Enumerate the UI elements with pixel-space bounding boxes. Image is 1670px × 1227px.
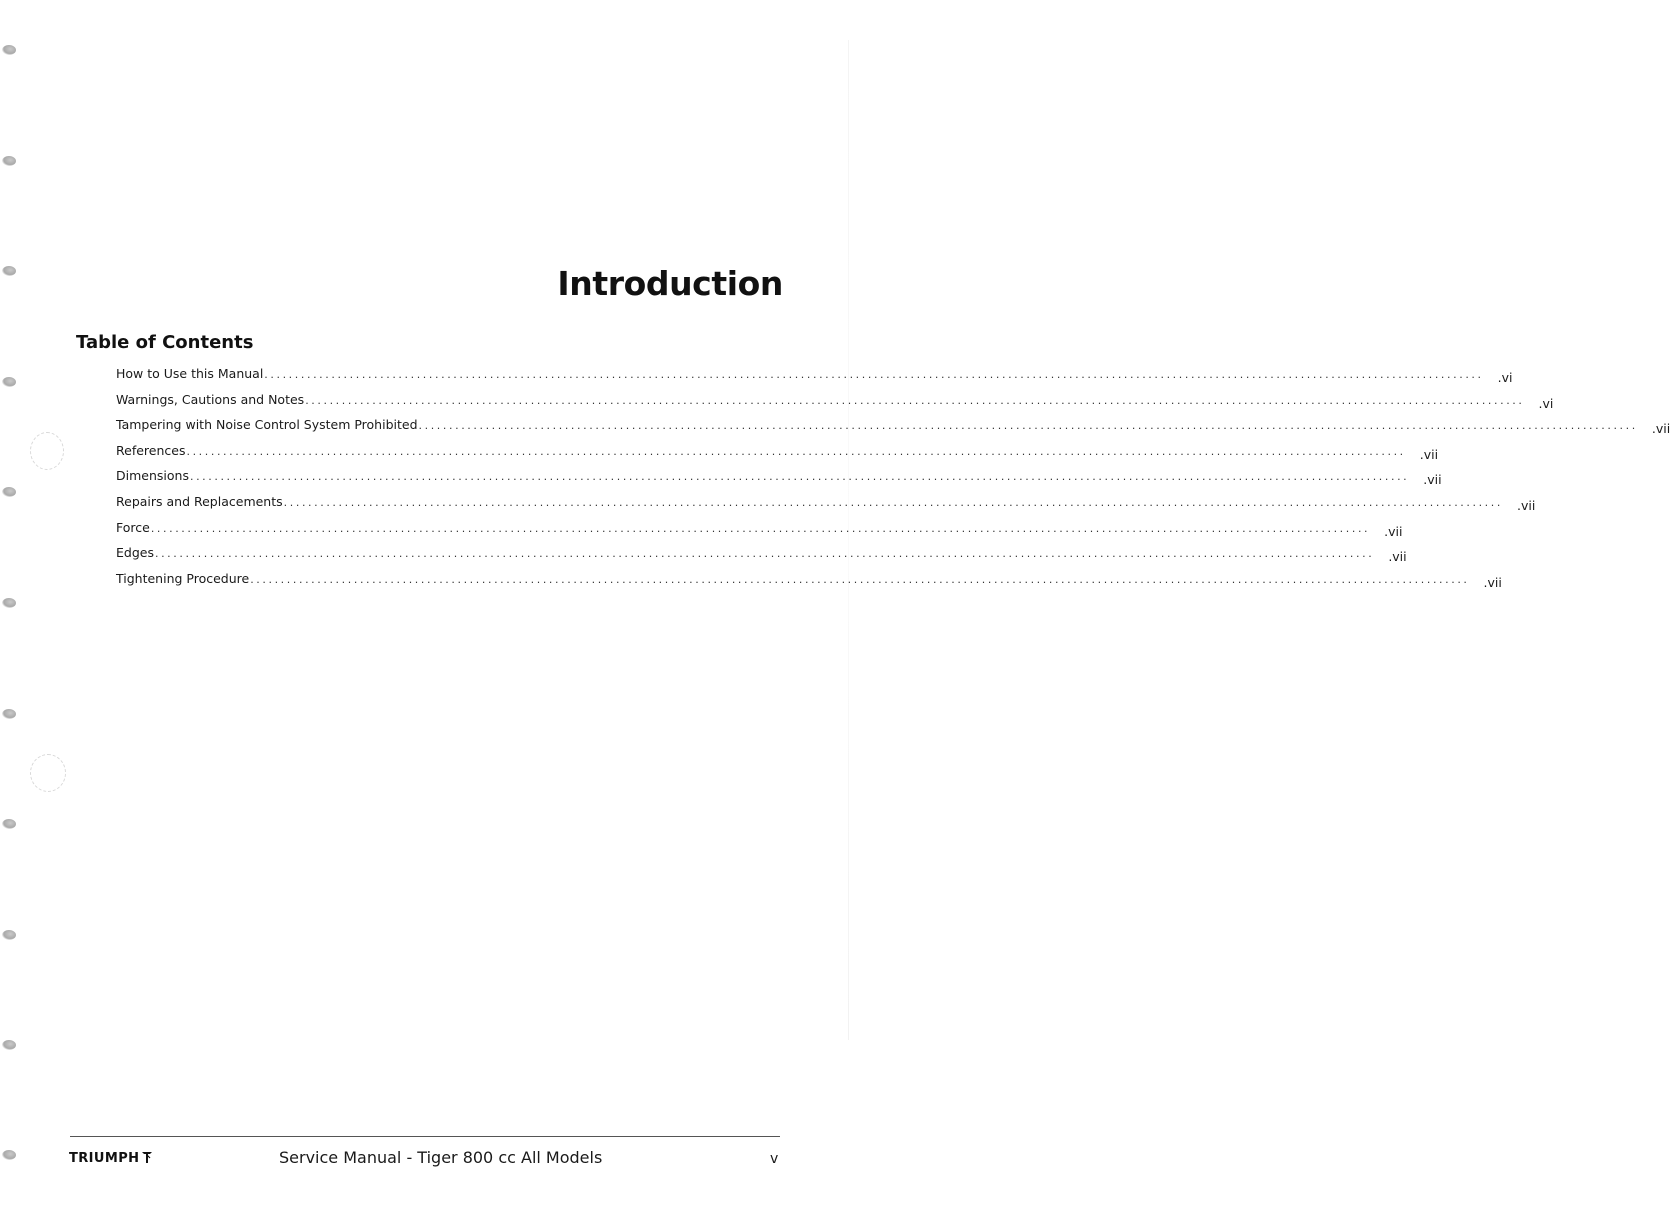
toc-entry-label: References (116, 442, 186, 458)
punch-hole (2, 45, 16, 55)
toc-entry-page: .vii (1651, 421, 1670, 437)
toc-entry[interactable] (116, 442, 1439, 469)
toc-dot-leader: ........................................................................................................................................................................................................ (154, 547, 1375, 561)
brand-wordmark: TRIUMPH (69, 1151, 140, 1166)
punch-hole (2, 819, 16, 829)
scan-edge (848, 40, 849, 1040)
toc-entry-page: .vii (1384, 523, 1403, 539)
toc-entry-label: Warnings, Cautions and Notes (116, 391, 305, 407)
toc-entry-label: Dimensions (116, 468, 189, 484)
toc-entry[interactable] (116, 519, 1403, 546)
toc-entry[interactable] (116, 366, 1513, 392)
punch-hole (2, 1040, 16, 1050)
scan-smudge (30, 754, 66, 792)
punch-hole (2, 377, 16, 387)
toc-dot-leader: ........................................................................................................................................................................................................ (150, 521, 1371, 535)
page-title: Introduction (557, 264, 783, 303)
punch-hole (2, 930, 16, 940)
toc-entry[interactable] (116, 468, 1442, 494)
triumph-logo (69, 1151, 153, 1166)
toc-dot-leader: ........................................................................................................................................................................................................ (283, 495, 1503, 509)
toc-entry-label: Force (116, 519, 150, 535)
toc-entry-label: Edges (116, 545, 154, 561)
toc-entry[interactable] (116, 545, 1407, 571)
punch-hole (2, 487, 16, 497)
footer-manual-title: Service Manual - Tiger 800 cc All Models (279, 1148, 603, 1167)
punch-hole (2, 709, 16, 719)
toc-entry[interactable] (116, 493, 1536, 520)
toc-dot-leader: ........................................................................................................................................................................................................ (305, 393, 1525, 407)
punch-hole (2, 1150, 16, 1160)
toc-entry-page: .vi (1538, 395, 1554, 411)
toc-heading: Table of Contents (76, 332, 254, 353)
toc-entry-page: .vii (1388, 549, 1407, 565)
toc-entry-page: .vii (1419, 446, 1439, 462)
footer-rule (70, 1136, 780, 1137)
toc-dot-leader: ........................................................................................................................................................................................................ (250, 572, 1470, 586)
footer-page-number: v (770, 1151, 779, 1167)
punch-hole (2, 266, 16, 276)
toc-entry[interactable] (116, 417, 1670, 443)
toc-dot-leader: ........................................................................................................................................................................................................ (418, 419, 1638, 433)
toc-entry-page: .vii (1483, 574, 1502, 590)
toc-dot-leader: ........................................................................................................................................................................................................ (186, 444, 1406, 458)
toc-entry-label: Tightening Procedure (116, 570, 250, 586)
toc-entry-label: Repairs and Replacements (116, 493, 283, 509)
table-of-contents (116, 366, 1670, 596)
toc-entry-page: .vii (1516, 497, 1536, 513)
toc-entry-label: How to Use this Manual (116, 366, 264, 381)
scan-smudge (30, 432, 64, 470)
toc-entry[interactable] (116, 570, 1502, 597)
toc-dot-leader: ........................................................................................................................................................................................................ (264, 368, 1484, 381)
toc-dot-leader: ........................................................................................................................................................................................................ (189, 470, 1410, 484)
toc-entry-page: .vii (1423, 472, 1442, 488)
triumph-emblem-icon (141, 1151, 153, 1164)
toc-entry-page: .vi (1497, 370, 1513, 385)
punch-hole (2, 156, 16, 166)
toc-entry[interactable] (116, 391, 1554, 418)
toc-entry-label: Tampering with Noise Control System Prohibited (116, 417, 418, 433)
punch-hole (2, 598, 16, 608)
